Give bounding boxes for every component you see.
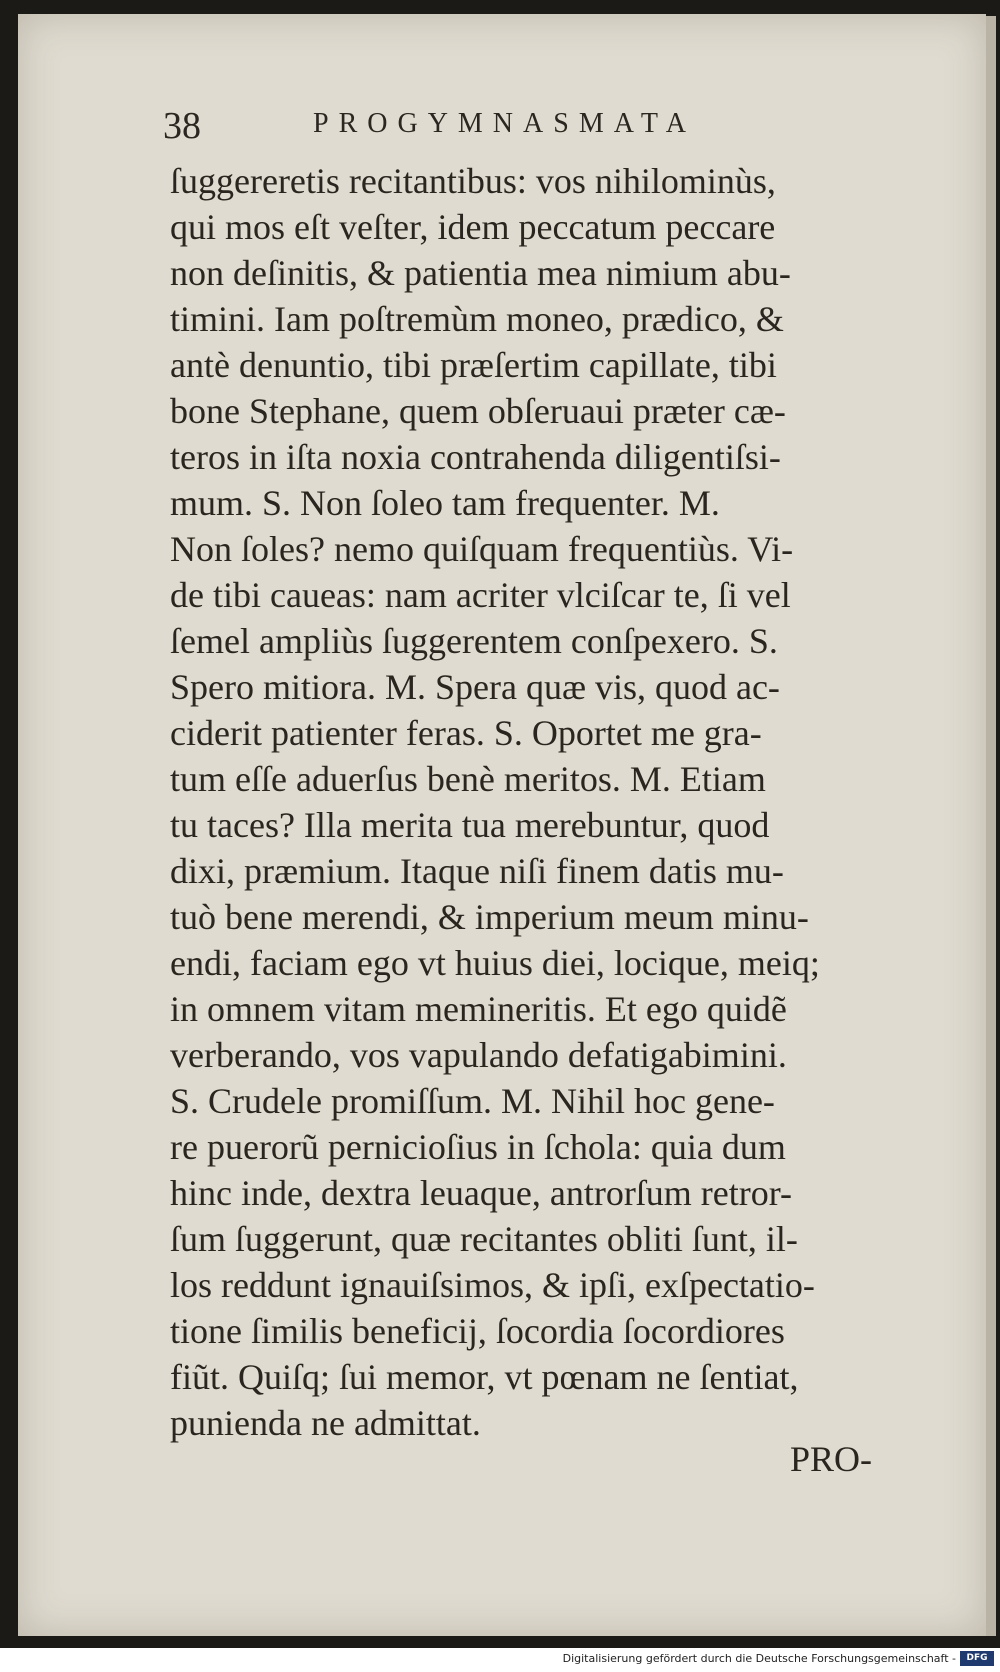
text-line: endi, faciam ego vt huius diei, locique, meiq; — [170, 943, 820, 983]
text-line: Non ſoles? nemo quiſquam frequentiùs. Vi- — [170, 529, 794, 569]
page-edge — [986, 16, 996, 1636]
dfg-logo: DFG — [960, 1651, 994, 1666]
text-line: ciderit patienter feras. S. Oportet me gra- — [170, 713, 762, 753]
text-line: tione ſimilis beneficij, ſocordia ſocordiores — [170, 1311, 785, 1351]
text-line: S. Crudele promiſſum. M. Nihil hoc gene- — [170, 1081, 775, 1121]
text-line: los reddunt ignauiſsimos, & ipſi, exſpectatio- — [170, 1265, 815, 1305]
text-line: tuò bene merendi, & imperium meum minu- — [170, 897, 809, 937]
page-number: 38 — [163, 105, 201, 147]
text-line: punienda ne admittat. — [170, 1403, 481, 1443]
text-line: mum. S. Non ſoleo tam frequenter. M. — [170, 483, 720, 523]
text-line: dixi, præmium. Itaque niſi finem datis mu- — [170, 851, 784, 891]
text-line: Spero mitiora. M. Spera quæ vis, quod ac- — [170, 667, 780, 707]
text-line: ſemel ampliùs ſuggerentem conſpexero. S. — [170, 621, 778, 661]
running-title: PROGYMNASMATA — [313, 108, 696, 139]
text-line: fiũt. Quiſq; ſui memor, vt pœnam ne ſentiat, — [170, 1357, 799, 1397]
text-line: verberando, vos vapulando defatigabimini. — [170, 1035, 787, 1075]
catchword: PRO- — [790, 1439, 873, 1479]
text-line: de tibi caueas: nam acriter vlciſcar te, ſi vel — [170, 575, 791, 615]
text-line: qui mos eſt veſter, idem peccatum peccare — [170, 207, 776, 247]
text-line: teros in iſta noxia contrahenda diligentiſsi- — [170, 437, 781, 477]
text-line: in omnem vitam memineritis. Et ego quidẽ — [170, 989, 787, 1029]
text-line: tu taces? Illa merita tua merebuntur, quod — [170, 805, 770, 845]
text-line: tum eſſe aduerſus benè meritos. M. Etiam — [170, 759, 766, 799]
text-line: re puerorũ pernicioſius in ſchola: quia dum — [170, 1127, 786, 1167]
digitization-footer — [0, 1648, 1000, 1672]
body-text — [170, 158, 910, 1446]
text-line: antè denuntio, tibi præſertim capillate, tibi — [170, 345, 777, 385]
text-line: non deſinitis, & patientia mea nimium abu- — [170, 253, 791, 293]
text-line: ſuggereretis recitantibus: vos nihilominùs, — [170, 161, 776, 201]
text-line: bone Stephane, quem obſeruaui præter cæ- — [170, 391, 786, 431]
funding-credit: Digitalisierung gefördert durch die Deutsche Forschungsgemeinschaft - — [562, 1652, 956, 1665]
running-head — [163, 100, 763, 150]
text-line: hinc inde, dextra leuaque, antrorſum retror- — [170, 1173, 793, 1213]
text-line: timini. Iam poſtremùm moneo, prædico, & — [170, 299, 784, 339]
text-line: ſum ſuggerunt, quæ recitantes obliti ſunt, il- — [170, 1219, 798, 1259]
